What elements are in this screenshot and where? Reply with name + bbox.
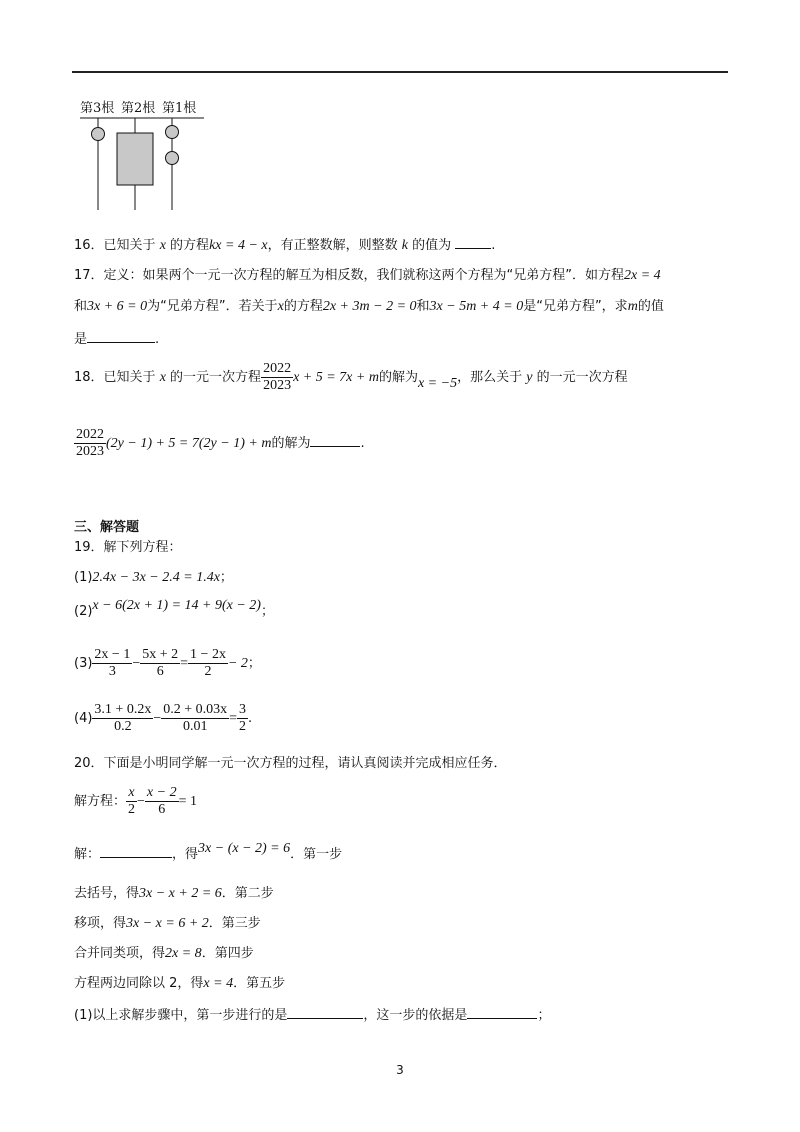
page-number: 3 [396,1063,404,1077]
question-20-step3: 移项，得3x − x = 6 + 2．第三步 [74,916,261,931]
rod-label-1: 第1根 [162,101,197,116]
abacus-figure [78,94,208,214]
rod-label-2: 第2根 [121,101,156,116]
bead-rod1-bottom [166,152,179,165]
question-19-part3: (3) $\frac{2x - 1}{3}$ − $\frac{5x + 2}{6}$ = $\frac{1 - 2x}{2}$ − 2； [74,647,261,679]
question-19-part4: (4) $\frac{3.1 + 0.2x}{0.2}$ − $\frac{0.2 + 0.03x}{0.01}$ = $\frac{3}{2}$ . [74,702,253,734]
question-18-line2: $\frac{2022}{2023}$ (2y − 1) + 5 = 7(2y − 1) + m的解为 . [76,427,365,459]
bead-rod1-top [166,126,179,139]
question-20-title: 20．下面是小明同学解一元一次方程的过程，请认真阅读并完成相应任务． [74,756,507,771]
answer-blank[interactable] [467,1004,537,1019]
question-18-line1: 18．已知关于 x 的一元一次方程 $\frac{2022}{2023}$ x + 5 = 7x + m的解为x = −5，那么关于 y 的一元一次方程 [74,361,628,393]
answer-blank[interactable] [310,432,360,447]
question-17-line3: 是 . [74,328,159,350]
question-19-title: 19．解下列方程： [74,540,182,555]
question-20-step1: 解： ，得3x − (x − 2) = 6．第一步 [74,841,343,862]
block-rod2 [117,133,153,185]
question-17-line2: 和3x + 6 = 0为“兄弟方程”．若关于x的方程2x + 3m − 2 = 0和3x − 5m + 4 = 0是“兄弟方程”，求m的值 [74,299,664,314]
answer-blank[interactable] [287,1004,363,1019]
question-16: 16．已知关于 x 的方程kx = 4 − x，有正整数解，则整数 k 的值为 . [74,234,495,256]
answer-blank[interactable] [87,328,155,343]
question-20-equation: 解方程： $\frac{x}{2}$ − $\frac{x - 2}{6}$ = 1 [74,785,197,817]
question-20-task1: (1)以上求解步骤中，第一步进行的是 ，这一步的依据是 ； [74,1004,550,1026]
question-20-step5: 方程两边同除以 2，得x = 4．第五步 [74,976,286,991]
answer-blank[interactable] [455,234,491,249]
question-19-part2: (2)x − 6(2x + 1) = 14 + 9(x − 2)； [74,598,274,619]
question-19-part1: (1)2.4x − 3x − 2.4 = 1.4x； [74,570,233,585]
question-17-line1: 17．定义：如果两个一元一次方程的解互为相反数，我们就称这两个方程为“兄弟方程”．如方程2x = 4 [74,268,661,283]
section-title: 三、解答题 [74,520,140,535]
header-rule [72,71,728,73]
question-20-step2: 去括号，得3x − x + 2 = 6．第二步 [74,886,274,901]
rod-label-3: 第3根 [80,101,115,116]
bead-rod3 [92,128,105,141]
answer-blank[interactable] [100,843,172,858]
question-20-step4: 合并同类项，得2x = 8．第四步 [74,946,254,961]
